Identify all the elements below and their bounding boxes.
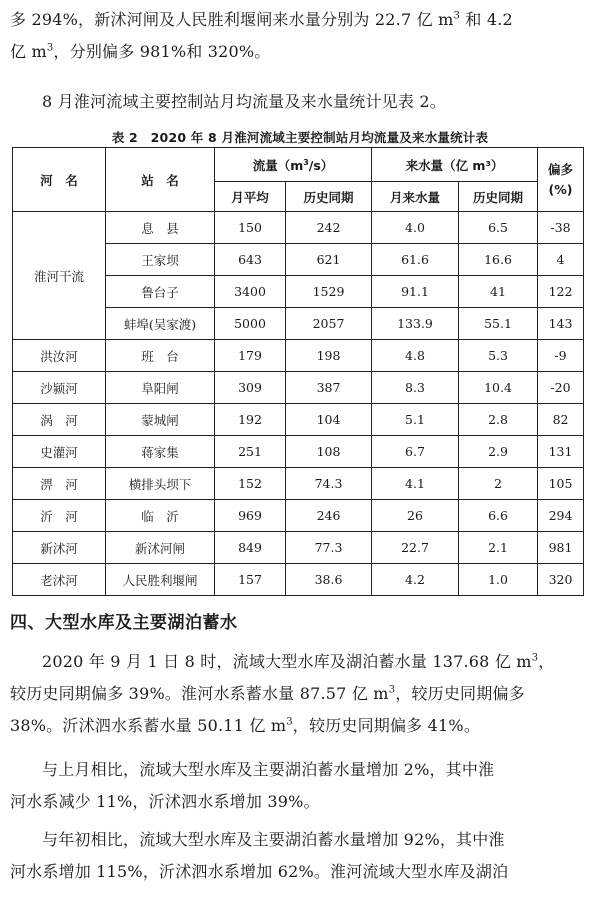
table-row <box>13 468 584 500</box>
table-row <box>13 500 584 532</box>
cell-river: 涡 河 <box>13 404 106 436</box>
body-p1-line3: 38%。沂沭泗水系蓄水量 50.11 亿 $m^3$，较历史同期偏多 41%。 <box>10 716 481 735</box>
body-p1-line2: 较历史同期偏多 39%。淮河水系蓄水量 87.57 亿 $m^3$，较历史同期偏多 <box>10 684 525 703</box>
cell-vol-hist: 55.1 <box>459 308 538 340</box>
cell-station: 人民胜利堰闸 <box>106 564 215 596</box>
cell-vol-month: 5.1 <box>372 404 459 436</box>
cell-station: 蚌埠(吴家渡) <box>106 308 215 340</box>
top-paragraph <box>10 4 585 68</box>
cell-vol-month: 26 <box>372 500 459 532</box>
cell-flow-avg: 5000 <box>215 308 286 340</box>
cell-vol-hist: 41 <box>459 276 538 308</box>
cell-deviation: 82 <box>538 404 584 436</box>
cell-flow-hist: 104 <box>286 404 372 436</box>
header-vol-month: 月来水量 <box>372 182 459 212</box>
cell-deviation: 131 <box>538 436 584 468</box>
cell-station: 新沭河闸 <box>106 532 215 564</box>
cell-station: 息 县 <box>106 212 215 244</box>
table-row <box>13 532 584 564</box>
cell-flow-avg: 179 <box>215 340 286 372</box>
table-caption: 表 2 2020 年 8 月淮河流域主要控制站月均流量及来水量统计表 <box>111 130 489 145</box>
cell-station: 横排头坝下 <box>106 468 215 500</box>
intro-sentence: 8 月淮河流域主要控制站月均流量及来水量统计见表 2。 <box>42 92 446 111</box>
cell-deviation: 122 <box>538 276 584 308</box>
cell-flow-avg: 192 <box>215 404 286 436</box>
table-row <box>13 564 584 596</box>
body-paragraph-2 <box>10 754 585 818</box>
cell-vol-hist: 2 <box>459 468 538 500</box>
cell-vol-hist: 2.8 <box>459 404 538 436</box>
cell-flow-hist: 242 <box>286 212 372 244</box>
cell-deviation: 143 <box>538 308 584 340</box>
cell-flow-avg: 3400 <box>215 276 286 308</box>
statistics-table <box>12 147 584 596</box>
cell-station: 王家坝 <box>106 244 215 276</box>
cell-vol-hist: 6.5 <box>459 212 538 244</box>
cell-river: 史灌河 <box>13 436 106 468</box>
header-deviation: 偏多 (%) <box>538 148 584 212</box>
section-heading: 四、大型水库及主要湖泊蓄水 <box>10 613 238 633</box>
top-paragraph-line1: 多 294%，新沭河闸及人民胜利堰闸来水量分别为 22.7 亿 $m^3$ 和 4.2 <box>10 10 513 29</box>
cell-flow-hist: 38.6 <box>286 564 372 596</box>
cell-deviation: -38 <box>538 212 584 244</box>
cell-vol-month: 4.8 <box>372 340 459 372</box>
cell-flow-hist: 621 <box>286 244 372 276</box>
table-row <box>13 340 584 372</box>
header-vol-hist: 历史同期 <box>459 182 538 212</box>
cell-deviation: 4 <box>538 244 584 276</box>
cell-flow-avg: 849 <box>215 532 286 564</box>
cell-flow-hist: 2057 <box>286 308 372 340</box>
body-p3-line1: 与年初相比，流域大型水库及主要湖泊蓄水量增加 92%，其中淮 <box>42 830 505 849</box>
cell-flow-avg: 150 <box>215 212 286 244</box>
cell-station: 阜阳闸 <box>106 372 215 404</box>
body-paragraph-1 <box>10 646 585 742</box>
header-volume: 来水量（亿 m³） <box>372 148 538 182</box>
top-paragraph-line2: 亿 $m^3$，分别偏多 981%和 320%。 <box>10 42 271 61</box>
cell-flow-avg: 643 <box>215 244 286 276</box>
header-flow: 流量$(m^3/s)$ <box>215 148 372 182</box>
cell-river: 新沭河 <box>13 532 106 564</box>
table-row <box>13 404 584 436</box>
table-row <box>13 372 584 404</box>
cell-flow-avg: 251 <box>215 436 286 468</box>
cell-river: 淠 河 <box>13 468 106 500</box>
cell-station: 鲁台子 <box>106 276 215 308</box>
cell-flow-avg: 157 <box>215 564 286 596</box>
cell-vol-hist: 2.9 <box>459 436 538 468</box>
table-body <box>13 212 584 596</box>
cell-flow-hist: 1529 <box>286 276 372 308</box>
cell-deviation: 320 <box>538 564 584 596</box>
cell-vol-month: 4.0 <box>372 212 459 244</box>
table-header-row <box>13 148 584 182</box>
body-p1-line1: 2020 年 9 月 1 日 8 时，流域大型水库及湖泊蓄水量 137.68 亿 $m^3$， <box>42 652 555 671</box>
cell-flow-hist: 198 <box>286 340 372 372</box>
cell-flow-hist: 246 <box>286 500 372 532</box>
cell-river: 淮河干流 <box>13 212 106 340</box>
cell-vol-month: 6.7 <box>372 436 459 468</box>
cell-flow-avg: 309 <box>215 372 286 404</box>
cell-vol-month: 61.6 <box>372 244 459 276</box>
cell-vol-hist: 16.6 <box>459 244 538 276</box>
cell-vol-month: 133.9 <box>372 308 459 340</box>
cell-vol-hist: 2.1 <box>459 532 538 564</box>
body-p2-line1: 与上月相比，流域大型水库及主要湖泊蓄水量增加 2%，其中淮 <box>42 760 495 779</box>
header-flow-avg: 月平均 <box>215 182 286 212</box>
cell-river: 沂 河 <box>13 500 106 532</box>
cell-flow-avg: 152 <box>215 468 286 500</box>
cell-river: 洪汝河 <box>13 340 106 372</box>
body-p3-line2: 河水系增加 115%，沂沭泗水系增加 62%。淮河流域大型水库及湖泊 <box>10 862 509 881</box>
body-paragraph-3 <box>10 824 585 888</box>
table-row <box>13 436 584 468</box>
cell-vol-month: 22.7 <box>372 532 459 564</box>
cell-deviation: 105 <box>538 468 584 500</box>
cell-vol-hist: 6.6 <box>459 500 538 532</box>
table-row <box>13 212 584 244</box>
cell-station: 班 台 <box>106 340 215 372</box>
cell-flow-avg: 969 <box>215 500 286 532</box>
cell-vol-month: 4.1 <box>372 468 459 500</box>
cell-deviation: 981 <box>538 532 584 564</box>
cell-vol-hist: 5.3 <box>459 340 538 372</box>
cell-deviation: 294 <box>538 500 584 532</box>
cell-river: 老沭河 <box>13 564 106 596</box>
header-flow-hist: 历史同期 <box>286 182 372 212</box>
cell-vol-hist: 10.4 <box>459 372 538 404</box>
cell-deviation: -20 <box>538 372 584 404</box>
cell-station: 蒋家集 <box>106 436 215 468</box>
cell-station: 临 沂 <box>106 500 215 532</box>
cell-flow-hist: 387 <box>286 372 372 404</box>
header-river: 河 名 <box>13 148 106 212</box>
cell-flow-hist: 108 <box>286 436 372 468</box>
cell-vol-hist: 1.0 <box>459 564 538 596</box>
cell-vol-month: 91.1 <box>372 276 459 308</box>
header-station: 站 名 <box>106 148 215 212</box>
cell-vol-month: 4.2 <box>372 564 459 596</box>
cell-vol-month: 8.3 <box>372 372 459 404</box>
cell-deviation: -9 <box>538 340 584 372</box>
cell-flow-hist: 77.3 <box>286 532 372 564</box>
cell-station: 蒙城闸 <box>106 404 215 436</box>
cell-river: 沙颍河 <box>13 372 106 404</box>
body-p2-line2: 河水系减少 11%，沂沭泗水系增加 39%。 <box>10 792 320 811</box>
cell-flow-hist: 74.3 <box>286 468 372 500</box>
